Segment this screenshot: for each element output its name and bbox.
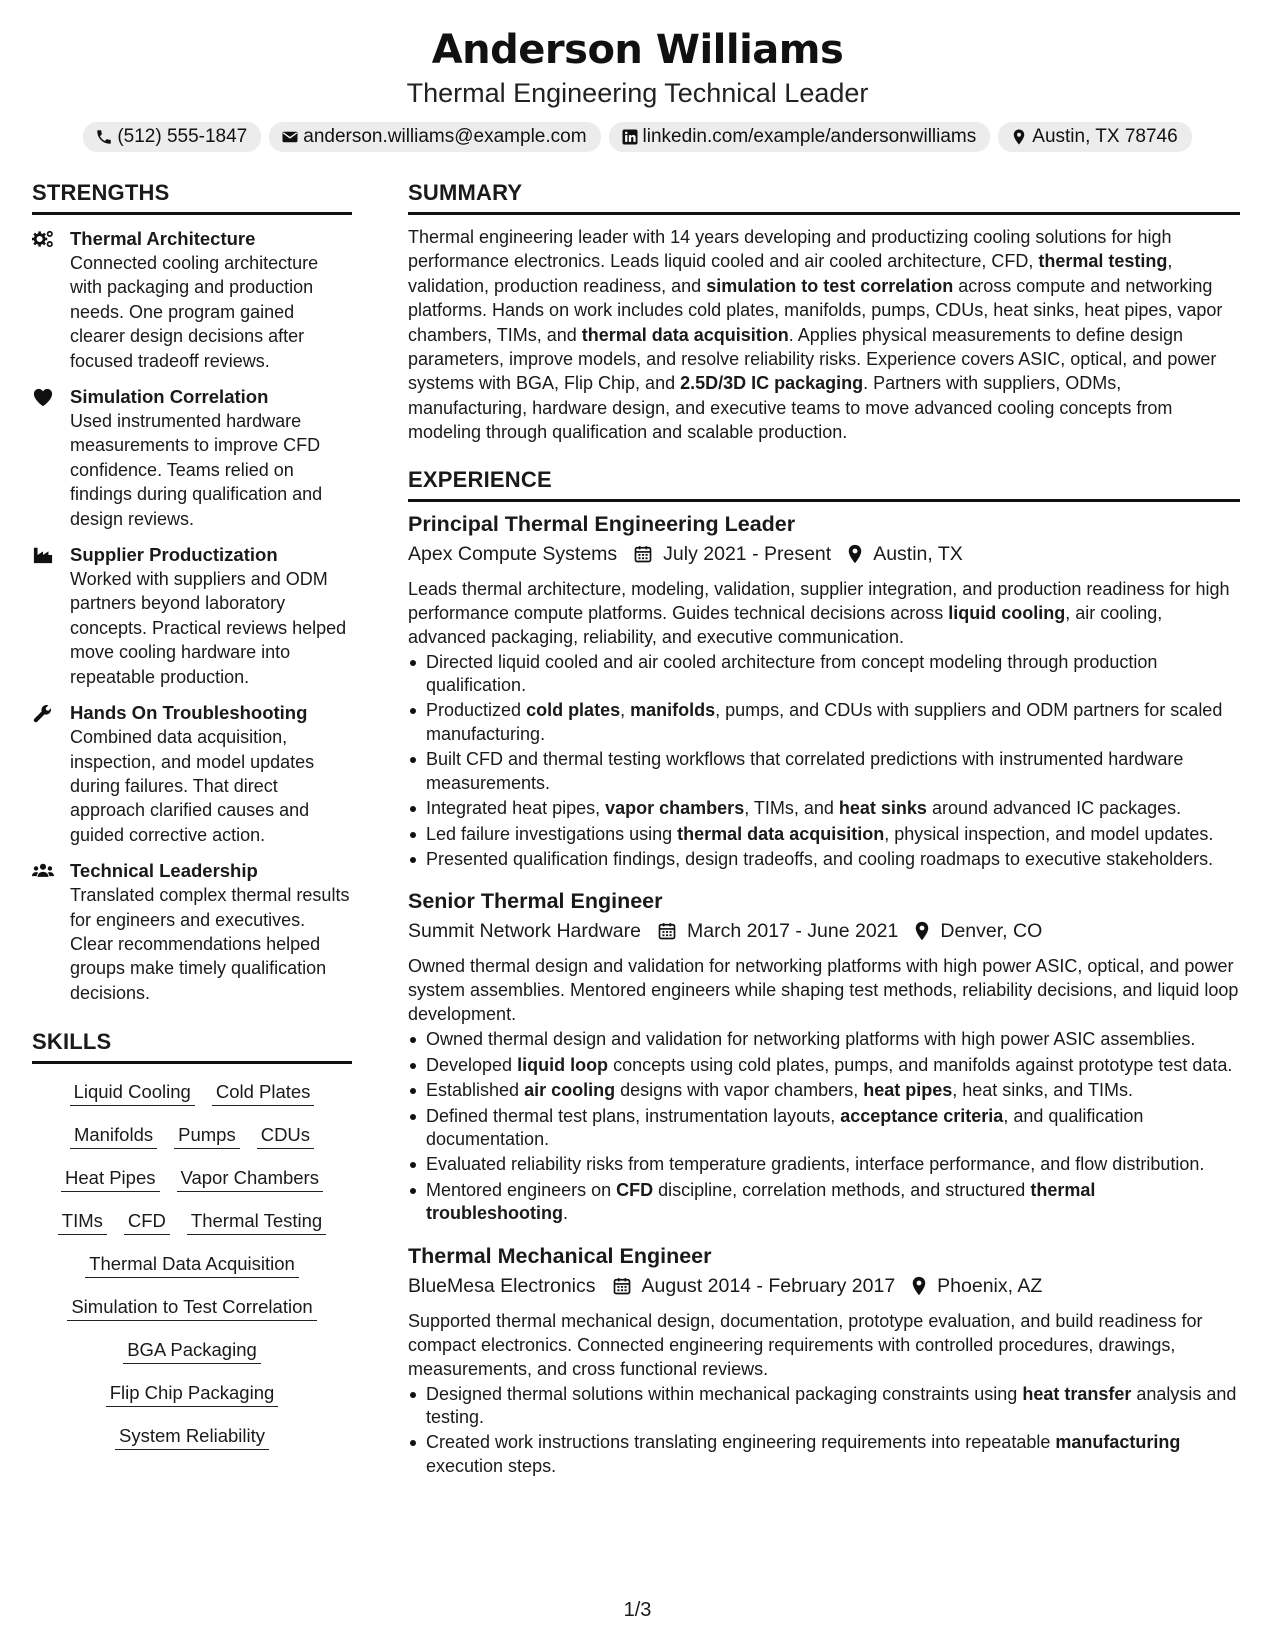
list-item: Defined thermal test plans, instrumentation layouts, acceptance criteria, and qualification documentation. [408, 1105, 1240, 1152]
skills-list [32, 1080, 352, 1450]
strength-item [32, 859, 352, 1005]
job-location: Denver, CO [940, 920, 1043, 943]
keyword-bold: thermal data acquisition [581, 324, 789, 345]
list-item: Led failure investigations using thermal data acquisition, physical inspection, and model updates. [408, 823, 1240, 846]
job-bullets [408, 651, 1240, 872]
map-pin-icon [1010, 128, 1028, 146]
wrench-icon [32, 701, 70, 847]
job-list [408, 510, 1240, 1479]
calendar-icon [596, 1276, 642, 1296]
phone-icon [95, 128, 113, 146]
keyword-bold: heat transfer [1022, 1383, 1132, 1404]
phone-chip[interactable] [83, 122, 261, 152]
skill-row [32, 1209, 352, 1235]
job-entry [408, 510, 1240, 872]
skill-row [32, 1381, 352, 1407]
job-meta [408, 539, 1240, 569]
candidate-headline: Thermal Engineering Technical Leader [406, 78, 869, 108]
contact-bar [0, 122, 1275, 152]
skill-tag: CFD [124, 1209, 170, 1235]
summary-heading: SUMMARY [408, 178, 1240, 215]
list-item: Integrated heat pipes, vapor chambers, TIMs, and heat sinks around advanced IC packages. [408, 797, 1240, 820]
keyword-bold: acceptance criteria [840, 1105, 1004, 1126]
list-item: Built CFD and thermal testing workflows that correlated predictions with instrumented hardware measurements. [408, 748, 1240, 795]
keyword-bold: cold plates [526, 700, 621, 721]
keyword-bold: thermal data acquisition [677, 823, 885, 844]
keyword-bold: 2.5D/3D IC packaging [680, 373, 864, 394]
strength-item [32, 227, 352, 373]
strength-title: Simulation Correlation [70, 386, 269, 408]
skill-row [32, 1295, 352, 1321]
list-item: Directed liquid cooled and air cooled architecture from concept modeling through production qualification. [408, 651, 1240, 698]
keyword-bold: air cooling [524, 1080, 616, 1101]
envelope-icon [281, 128, 299, 146]
list-item: Created work instructions translating engineering requirements into repeatable manufacturing execution steps. [408, 1431, 1240, 1478]
skill-tag: Pumps [174, 1123, 240, 1149]
skill-row [32, 1338, 352, 1364]
skill-tag: Cold Plates [212, 1080, 315, 1106]
skill-tag: System Reliability [115, 1424, 269, 1450]
skill-row [32, 1080, 352, 1106]
skill-tag: Thermal Testing [187, 1209, 326, 1235]
list-item: Owned thermal design and validation for networking platforms with high power ASIC assemblies. [408, 1028, 1240, 1051]
resume-header [0, 24, 1275, 152]
linkedin-icon [621, 128, 639, 146]
strength-title: Hands On Troubleshooting [70, 702, 308, 724]
skill-tag: CDUs [257, 1123, 314, 1149]
list-item: Presented qualification findings, design tradeoffs, and cooling roadmaps to executive stakeholders. [408, 848, 1240, 871]
job-dates: July 2021 - Present [663, 542, 832, 565]
gears-icon [32, 227, 70, 373]
keyword-bold: manufacturing [1055, 1432, 1181, 1453]
calendar-icon [617, 544, 663, 564]
skill-tag: Simulation to Test Correlation [67, 1295, 316, 1321]
skill-tag: BGA Packaging [123, 1338, 261, 1364]
job-description: Leads thermal architecture, modeling, validation, supplier integration, and production readiness for high performance compute platforms. Guides technical decisions across liquid cooling, air cooling, advanced packaging, reliability, and executive communication. [408, 578, 1230, 647]
skill-tag: Vapor Chambers [177, 1166, 323, 1192]
strength-desc: Translated complex thermal results for engineers and executives. Clear recommendations helped groups make timely qualification decisions. [70, 885, 350, 1003]
keyword-bold: thermal testing [1038, 251, 1168, 272]
keyword-bold: heat sinks [838, 798, 927, 819]
strength-title: Thermal Architecture [70, 228, 256, 249]
strengths-heading: STRENGTHS [32, 178, 352, 215]
skill-row [32, 1166, 352, 1192]
keyword-bold: liquid loop [517, 1054, 609, 1075]
keyword-bold: thermal troubleshooting [426, 1179, 1096, 1224]
strength-desc: Combined data acquisition, inspection, and model updates during failures. That direct approach clarified causes and guided corrective action. [70, 727, 315, 845]
skill-tag: Thermal Data Acquisition [85, 1252, 299, 1278]
left-column [32, 178, 352, 1467]
location-text: Austin, TX 78746 [1032, 126, 1178, 147]
job-dates: August 2014 - February 2017 [641, 1274, 896, 1297]
heart-icon [32, 385, 70, 531]
job-dates: March 2017 - June 2021 [686, 920, 899, 943]
job-meta [408, 1271, 1240, 1301]
list-item: Mentored engineers on CFD discipline, correlation methods, and structured thermal troubleshooting. [408, 1179, 1240, 1226]
list-item: Productized cold plates, manifolds, pumps, and CDUs with suppliers and ODM partners for scaled manufacturing. [408, 699, 1240, 746]
strength-item [32, 385, 352, 531]
skill-row [32, 1424, 352, 1450]
skill-tag: Liquid Cooling [70, 1080, 195, 1106]
job-bullets [408, 1028, 1240, 1225]
summary-text: Thermal engineering leader with 14 years developing and productizing cooling solutions for high performance electronics. Leads liquid cooled and air cooled architecture, CFD, thermal testing, validation, production readiness, and simulation to test correlation across compute and networking platforms. Hands on work includes cold plates, manifolds, pumps, CDUs, heat sinks, heat pipes, vapor chambers, TIMs, and thermal data acquisition. Applies physical measurements to define design parameters, improve models, and resolve reliability risks. Experience covers ASIC, optical, and power systems with BGA, Flip Chip, and 2.5D/3D IC packaging. Partners with suppliers, ODMs, manufacturing, hardware design, and executive teams to move advanced cooling concepts from modeling through qualification and scalable production. [408, 227, 1223, 443]
page-number: 1/3 [623, 1599, 652, 1621]
list-item: Evaluated reliability risks from temperature gradients, interface performance, and flow distribution. [408, 1153, 1240, 1176]
email-text: anderson.williams@example.com [303, 126, 587, 147]
map-pin-icon [831, 544, 873, 564]
keyword-bold: heat pipes [863, 1080, 953, 1101]
list-item: Designed thermal solutions within mechanical packaging constraints using heat transfer analysis and testing. [408, 1383, 1240, 1430]
job-title: Principal Thermal Engineering Leader [408, 511, 796, 536]
keyword-bold: vapor chambers [605, 798, 745, 819]
map-pin-icon [898, 921, 940, 941]
strength-item [32, 701, 352, 847]
skill-row [32, 1123, 352, 1149]
job-company: Summit Network Hardware [408, 920, 641, 943]
job-description: Owned thermal design and validation for networking platforms with high power ASIC, optical, and power system assemblies. Mentored engineers while shaping test methods, reliability decisions, and liquid loop development. [408, 956, 1239, 1025]
calendar-icon [641, 921, 687, 941]
job-title: Thermal Mechanical Engineer [408, 1243, 712, 1268]
strength-desc: Connected cooling architecture with packaging and production needs. One program gained clearer design decisions after focused tradeoff reviews. [70, 253, 319, 371]
job-company: BlueMesa Electronics [408, 1274, 596, 1297]
job-bullets [408, 1383, 1240, 1479]
job-description: Supported thermal mechanical design, documentation, prototype evaluation, and build readiness for compact electronics. Connected engineering requirements with controlled procedures, drawings, measurements, and cross functional reviews. [408, 1310, 1203, 1379]
skill-tag: Manifolds [70, 1123, 157, 1149]
right-column [408, 178, 1240, 1478]
strength-item [32, 543, 352, 689]
skill-tag: Heat Pipes [61, 1166, 160, 1192]
strength-desc: Used instrumented hardware measurements to improve CFD confidence. Teams relied on findings during qualification and design reviews. [70, 411, 323, 529]
skill-tag: Flip Chip Packaging [106, 1381, 279, 1407]
skills-heading: SKILLS [32, 1027, 352, 1064]
strength-title: Technical Leadership [70, 860, 258, 882]
skill-row [32, 1252, 352, 1278]
location-chip[interactable] [998, 122, 1191, 152]
email-chip[interactable] [269, 122, 600, 152]
strength-desc: Worked with suppliers and ODM partners beyond laboratory concepts. Practical reviews helped move cooling hardware into repeatable production. [70, 569, 347, 687]
industry-icon [32, 543, 70, 689]
linkedin-chip[interactable] [609, 122, 991, 152]
job-title: Senior Thermal Engineer [408, 889, 663, 914]
keyword-bold: simulation to test correlation [706, 275, 954, 296]
list-item: Developed liquid loop concepts using cold plates, pumps, and manifolds against prototype test data. [408, 1054, 1240, 1077]
users-icon [32, 859, 70, 1005]
map-pin-icon [895, 1276, 937, 1296]
job-location: Phoenix, AZ [937, 1274, 1043, 1297]
strength-title: Supplier Productization [70, 544, 278, 566]
skill-tag: TIMs [58, 1209, 107, 1235]
keyword-bold: liquid cooling [948, 602, 1066, 623]
candidate-name: Anderson Williams [431, 27, 844, 73]
experience-heading: EXPERIENCE [408, 465, 1240, 502]
phone-text: (512) 555-1847 [117, 126, 248, 147]
job-meta [408, 916, 1240, 946]
job-company: Apex Compute Systems [408, 542, 618, 565]
job-entry [408, 1242, 1240, 1479]
keyword-bold: manifolds [630, 700, 716, 721]
job-entry [408, 887, 1240, 1225]
linkedin-text: linkedin.com/example/andersonwilliams [642, 126, 977, 147]
job-location: Austin, TX [873, 542, 963, 565]
keyword-bold: CFD [616, 1179, 654, 1200]
list-item: Established air cooling designs with vapor chambers, heat pipes, heat sinks, and TIMs. [408, 1079, 1240, 1102]
